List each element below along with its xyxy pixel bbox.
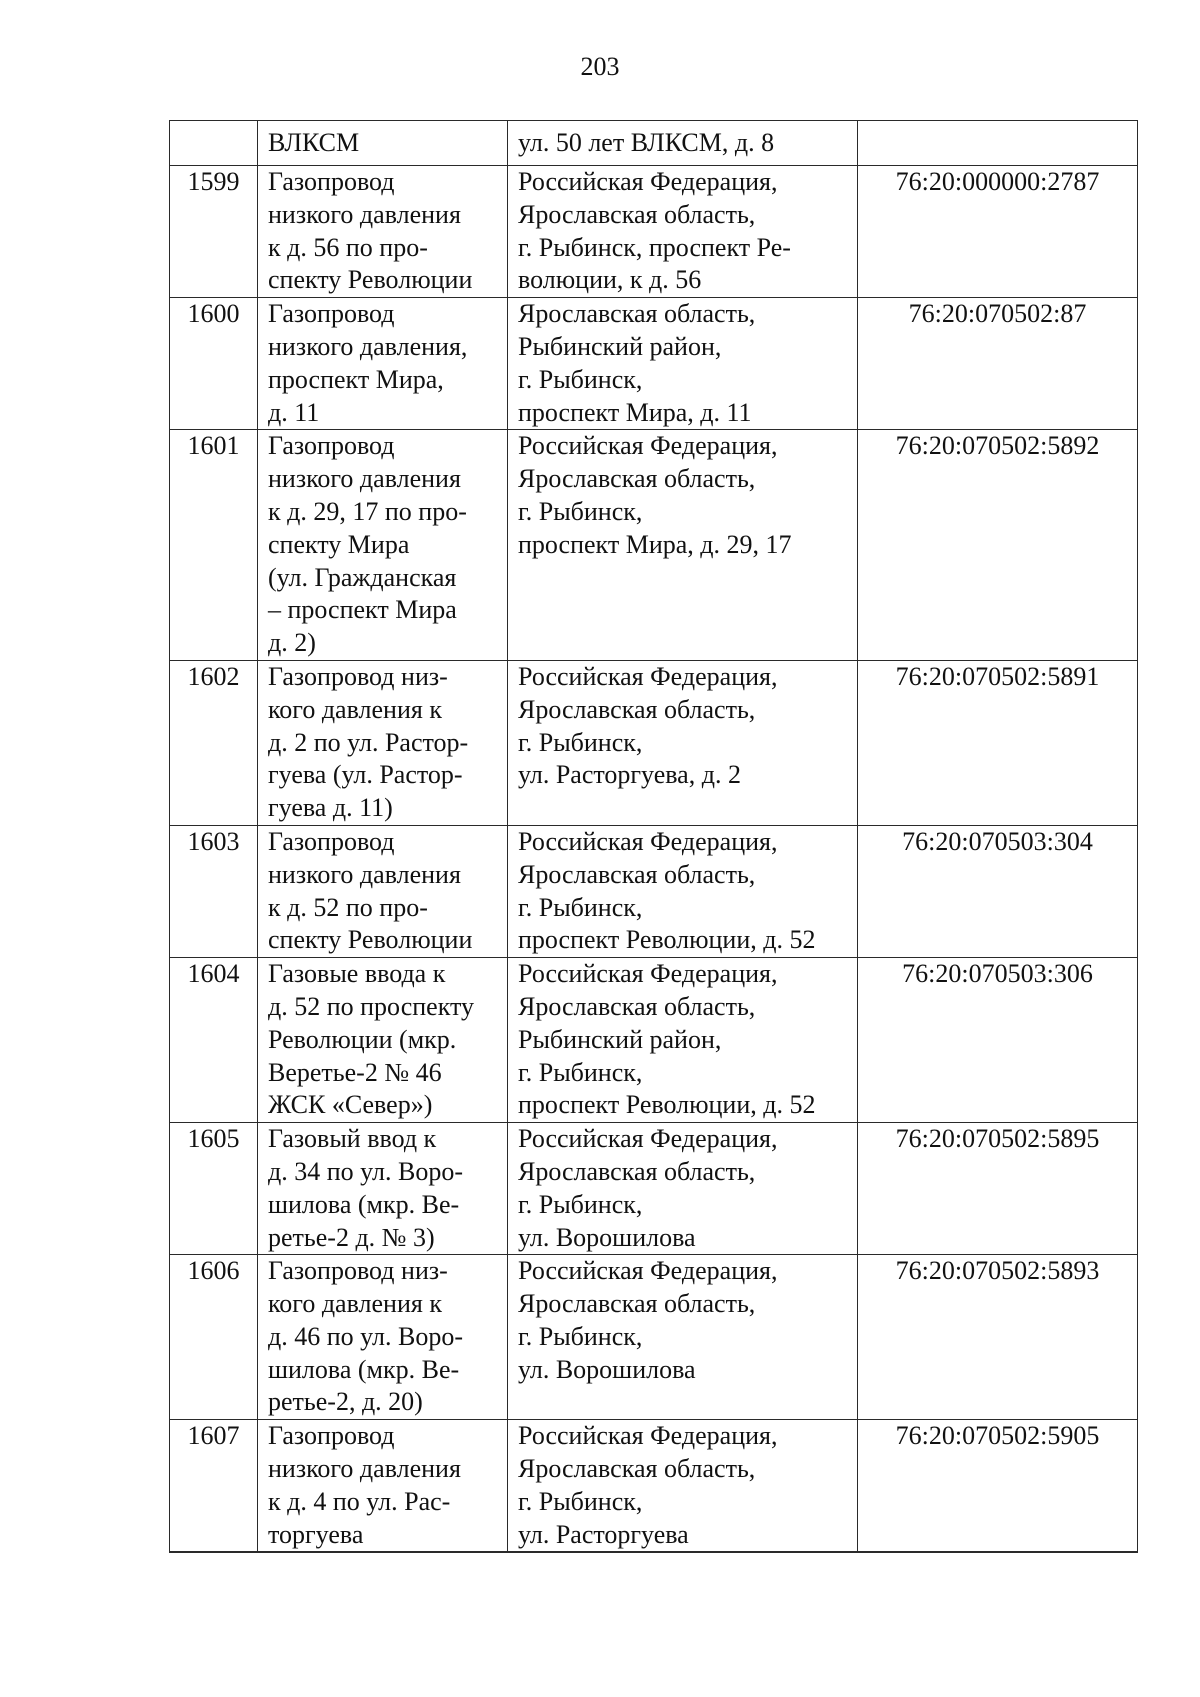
cadastral-number: 76:20:070502:5892 xyxy=(858,430,1138,661)
object-address: Российская Федерация, Ярославская область, Рыбинский район, г. Рыбинск, проспект Революции, д. 52 xyxy=(508,958,858,1123)
object-address: Российская Федерация, Ярославская область, г. Рыбинск, ул. Ворошилова xyxy=(508,1123,858,1255)
cadastral-number: 76:20:070502:5893 xyxy=(858,1255,1138,1420)
object-address xyxy=(508,1552,858,1553)
row-number: 1603 xyxy=(170,825,258,957)
table-row xyxy=(170,825,1138,957)
object-name: ВЛКСМ xyxy=(258,121,508,166)
object-address: Российская Федерация, Ярославская область, г. Рыбинск, проспект Революции, д. 52 xyxy=(508,825,858,957)
cadastral-number xyxy=(858,1552,1138,1553)
object-address: Российская Федерация, Ярославская область, г. Рыбинск, проспект Ре- волюции, к д. 56 xyxy=(508,166,858,298)
object-address: Российская Федерация, Ярославская область, г. Рыбинск, ул. Расторгуева, д. 2 xyxy=(508,660,858,825)
object-name: Газопровод низ- кого давления к д. 46 по ул. Воро- шилова (мкр. Ве- ретье-2, д. 20) xyxy=(258,1255,508,1420)
object-name: Газопровод низкого давления к д. 56 по про- спекту Революции xyxy=(258,166,508,298)
cadastral-number xyxy=(858,121,1138,166)
cadastral-number: 76:20:070502:5905 xyxy=(858,1420,1138,1552)
table-row xyxy=(170,298,1138,430)
table-row xyxy=(170,1420,1138,1552)
table-row xyxy=(170,121,1138,166)
object-name: Газопровод низкого давления к д. 29, 17 по про- спекту Мира (ул. Гражданская – проспект Мира д. 2) xyxy=(258,430,508,661)
table-row xyxy=(170,958,1138,1123)
table-row xyxy=(170,430,1138,661)
row-number: 1605 xyxy=(170,1123,258,1255)
row-number: 1600 xyxy=(170,298,258,430)
object-name: Газопровод низкого давления, проспект Мира, д. 11 xyxy=(258,298,508,430)
object-name: Газопровод низкого давления к д. 52 по про- спекту Революции xyxy=(258,825,508,957)
object-address: Российская Федерация, Ярославская область, г. Рыбинск, ул. Расторгуева xyxy=(508,1420,858,1552)
row-number xyxy=(170,1552,258,1553)
object-address: Ярославская область, Рыбинский район, г. Рыбинск, проспект Мира, д. 11 xyxy=(508,298,858,430)
object-name: Газовые ввода к д. 52 по проспекту Революции (мкр. Веретье-2 № 46 ЖСК «Север») xyxy=(258,958,508,1123)
cadastral-number: 76:20:070502:5891 xyxy=(858,660,1138,825)
table-row xyxy=(170,660,1138,825)
row-number xyxy=(170,121,258,166)
object-name: Газопровод низ- кого давления к д. 2 по ул. Растор- гуева (ул. Растор- гуева д. 11) xyxy=(258,660,508,825)
row-number: 1601 xyxy=(170,430,258,661)
cadastral-number: 76:20:070503:306 xyxy=(858,958,1138,1123)
cadastral-number: 76:20:070502:87 xyxy=(858,298,1138,430)
object-address: Российская Федерация, Ярославская область, г. Рыбинск, проспект Мира, д. 29, 17 xyxy=(508,430,858,661)
registry-table xyxy=(169,120,1138,1553)
row-number: 1604 xyxy=(170,958,258,1123)
table-row xyxy=(170,166,1138,298)
cadastral-number: 76:20:000000:2787 xyxy=(858,166,1138,298)
table-row xyxy=(170,1255,1138,1420)
object-name: Газопровод низкого давления к д. 4 по ул. Рас- торгуева xyxy=(258,1420,508,1552)
object-address: ул. 50 лет ВЛКСМ, д. 8 xyxy=(508,121,858,166)
cadastral-number: 76:20:070503:304 xyxy=(858,825,1138,957)
page-number: 203 xyxy=(580,52,620,81)
row-number: 1599 xyxy=(170,166,258,298)
cadastral-number: 76:20:070502:5895 xyxy=(858,1123,1138,1255)
row-number: 1602 xyxy=(170,660,258,825)
object-name xyxy=(258,1552,508,1553)
table-row xyxy=(170,1552,1138,1553)
object-address: Российская Федерация, Ярославская область, г. Рыбинск, ул. Ворошилова xyxy=(508,1255,858,1420)
row-number: 1606 xyxy=(170,1255,258,1420)
table-row xyxy=(170,1123,1138,1255)
object-name: Газовый ввод к д. 34 по ул. Воро- шилова (мкр. Ве- ретье-2 д. № 3) xyxy=(258,1123,508,1255)
row-number: 1607 xyxy=(170,1420,258,1552)
